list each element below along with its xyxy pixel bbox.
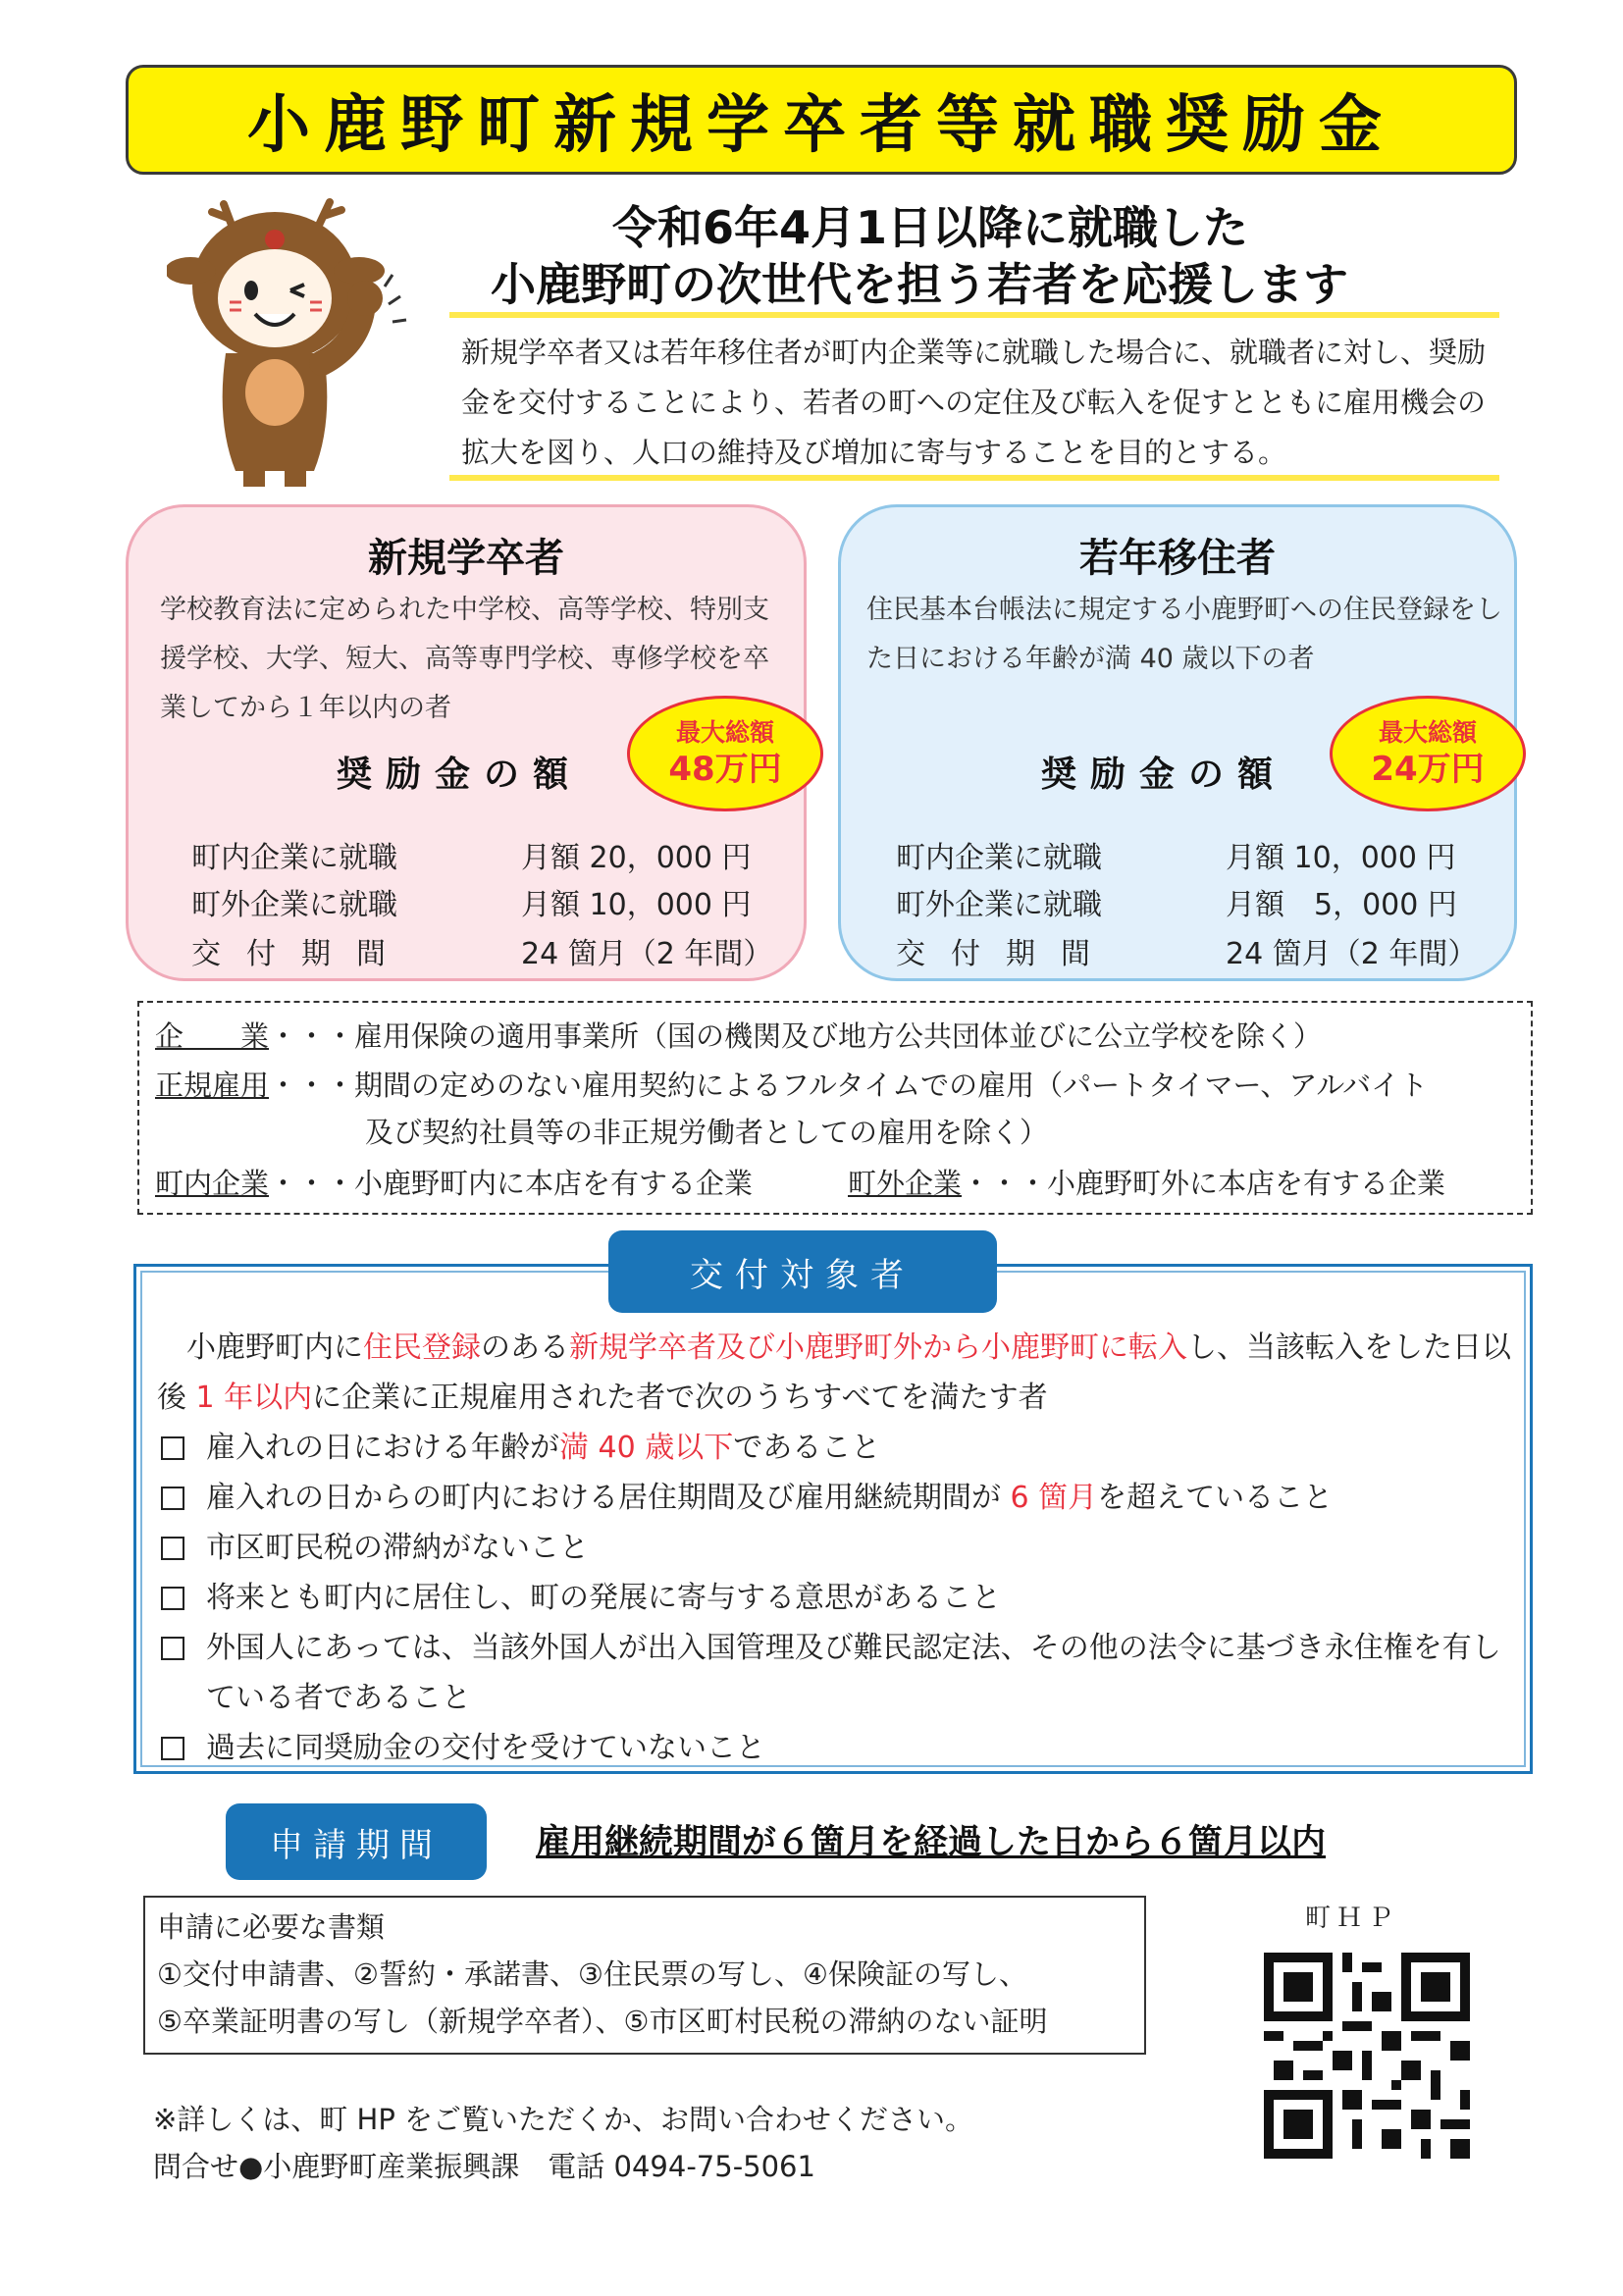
documents-line: ①交付申請書、②誓約・承諾書、③住民票の写し、④保険証の写し、 [157, 1957, 1027, 1991]
intro-text: し、当該転入をした日以後 [157, 1331, 1511, 1415]
intro-highlight: 1 年以内 [186, 1381, 313, 1415]
divider-top [449, 312, 1499, 318]
card-description: 学校教育法に定められた中学校、高等学校、特別支援学校、大学、短大、高等専門学校、専修学校を卒業してから１年以内の者 [160, 595, 769, 723]
bubble-label: 最大総額 [675, 718, 774, 747]
condition-text: 将来とも町内に居住し、町の発展に寄与する意思があること [206, 1581, 1001, 1615]
amount-row [129, 929, 804, 978]
card-new-graduates [126, 504, 807, 981]
checkbox-icon [161, 1537, 184, 1560]
definition-regular-employment [155, 1064, 1428, 1104]
def-regular-continued: 及び契約社員等の非正規労働者としての雇用を除く） [365, 1116, 1049, 1149]
headline-line-1: 令和6年4月1日以降に就職した [612, 201, 1249, 254]
condition-highlight: 満 40 歳以下 [559, 1431, 734, 1465]
intro-highlight: 住民登録 [363, 1331, 481, 1365]
card-description: 住民基本台帳法に規定する小鹿野町への住民登録をした日における年齢が満 40 歳以下の者 [866, 595, 1502, 674]
condition-text: であること [733, 1431, 881, 1465]
condition-item [157, 1573, 1521, 1623]
intro-highlight: 新規学卒者及び小鹿野町外から小鹿野町に転入 [569, 1331, 1187, 1365]
bubble-amount: 48万円 [668, 750, 782, 789]
eligible-persons-header [608, 1230, 997, 1313]
checkbox-icon [161, 1436, 184, 1460]
documents-line: ⑤卒業証明書の写し（新規学卒者）、⑤市区町村民税の滞納のない証明 [157, 2005, 1048, 2038]
amount-row [841, 833, 1514, 882]
condition-text: 雇入れの日からの町内における居住期間及び雇用継続期間が [206, 1481, 1001, 1515]
condition-highlight: 6 箇月 [1001, 1481, 1098, 1515]
def-inside: ・・・小鹿野町内に本店を有する企業 [269, 1167, 754, 1200]
intro-text: 小鹿野町内に [186, 1331, 363, 1365]
eligible-header-label: 交付対象者 [690, 1255, 916, 1295]
amount-row-value: 月額 20，000 円 [521, 841, 752, 875]
condition-item [157, 1723, 1521, 1773]
term-regular: 正規雇用 [155, 1069, 270, 1102]
card-young-migrants [838, 504, 1517, 981]
amount-row-value: 24 箇月（2 年間） [1226, 937, 1478, 971]
condition-text: 外国人にあっては、当該外国人が出入国管理及び難民認定法、その他の法令に基づき永住権を有している者であること [206, 1631, 1501, 1715]
application-period-text: 雇用継続期間が６箇月を経過した日から６箇月以内 [536, 1823, 1327, 1862]
town-hp-label: 町ＨＰ [1305, 1904, 1400, 1933]
contact-info: 問合せ●小鹿野町産業振興課 電話 0494-75-5061 [153, 2150, 815, 2183]
amount-row [129, 833, 804, 882]
amount-row [841, 929, 1514, 978]
condition-text: 過去に同奨励金の交付を受けていないこと [206, 1731, 765, 1765]
intro-text: のある [481, 1331, 569, 1365]
conditions-list [157, 1423, 1521, 1773]
condition-item [157, 1473, 1521, 1523]
eligible-intro [157, 1323, 1521, 1423]
page-title: 小鹿野町新規学卒者等就職奨励金 [247, 89, 1395, 162]
amount-row-value: 24 箇月（2 年間） [521, 937, 773, 971]
amount-title: 奨励金の額 [337, 755, 583, 795]
application-period-label [226, 1803, 487, 1880]
amount-title: 奨励金の額 [1041, 755, 1287, 795]
condition-item [157, 1423, 1521, 1473]
max-amount-bubble [627, 696, 823, 811]
amount-row-label: 交付期間 [191, 937, 411, 971]
bubble-label: 最大総額 [1378, 718, 1477, 747]
card-title: 新規学卒者 [368, 536, 564, 581]
divider-bottom [449, 475, 1499, 481]
card-title: 若年移住者 [1079, 536, 1276, 581]
purpose-text: 新規学卒者又は若年移住者が町内企業等に就職した場合に、就職者に対し、奨励金を交付することにより、若者の町への定住及び転入を促すとともに雇用機会の拡大を図り、人口の維持及び増加に寄与することを目的とする。 [461, 336, 1487, 469]
definition-company [155, 1015, 1322, 1055]
definitions-box [137, 1001, 1533, 1215]
amount-row-label: 町外企業に就職 [896, 888, 1102, 922]
def-outside: ・・・小鹿野町外に本店を有する企業 [962, 1167, 1446, 1200]
condition-item [157, 1523, 1521, 1573]
checkbox-icon [161, 1637, 184, 1660]
term-company: 企 業 [155, 1019, 270, 1053]
amount-row-label: 町外企業に就職 [191, 888, 397, 922]
def-company: ・・・雇用保険の適用事業所（国の機関及び地方公共団体並びに公立学校を除く） [269, 1019, 1323, 1053]
qr-code-icon[interactable] [1264, 1953, 1470, 2159]
checkbox-icon [161, 1487, 184, 1510]
max-amount-bubble [1330, 696, 1526, 811]
condition-item [157, 1623, 1521, 1723]
term-outside: 町外企業 [848, 1167, 963, 1200]
headline-line-2: 小鹿野町の次世代を担う若者を応援します [491, 258, 1348, 311]
bubble-amount: 24万円 [1371, 750, 1485, 789]
amount-row-value: 月額 5，000 円 [1226, 888, 1457, 922]
period-label-text: 申請期間 [270, 1825, 443, 1865]
condition-text: 雇入れの日における年齢が [206, 1431, 559, 1465]
title-banner [126, 65, 1517, 175]
amount-row-value: 月額 10，000 円 [521, 888, 752, 922]
note-text: ※詳しくは、町 HP をご覧いただくか、お問い合わせください。 [153, 2103, 974, 2136]
amount-row-value: 月額 10，000 円 [1226, 841, 1456, 875]
checkbox-icon [161, 1737, 184, 1760]
required-documents-box [143, 1896, 1146, 2055]
documents-title: 申請に必要な書類 [157, 1910, 386, 1944]
deer-mascot-illustration [167, 196, 422, 491]
definition-outside-company [848, 1162, 1445, 1202]
intro-text: に企業に正規雇用された者で次のうちすべてを満たす者 [312, 1381, 1048, 1415]
definition-inside-company [155, 1162, 753, 1202]
condition-text: を超えていること [1097, 1481, 1334, 1515]
amount-row [841, 880, 1514, 929]
checkbox-icon [161, 1587, 184, 1610]
def-regular: ・・・期間の定めのない雇用契約によるフルタイムでの雇用（パートタイマー、アルバイト [269, 1069, 1429, 1102]
amount-row [129, 880, 804, 929]
amount-row-label: 町内企業に就職 [896, 841, 1102, 875]
term-inside: 町内企業 [155, 1167, 270, 1200]
condition-text: 市区町民税の滞納がないこと [206, 1531, 589, 1565]
amount-row-label: 交付期間 [896, 937, 1116, 971]
amount-row-label: 町内企業に就職 [191, 841, 397, 875]
